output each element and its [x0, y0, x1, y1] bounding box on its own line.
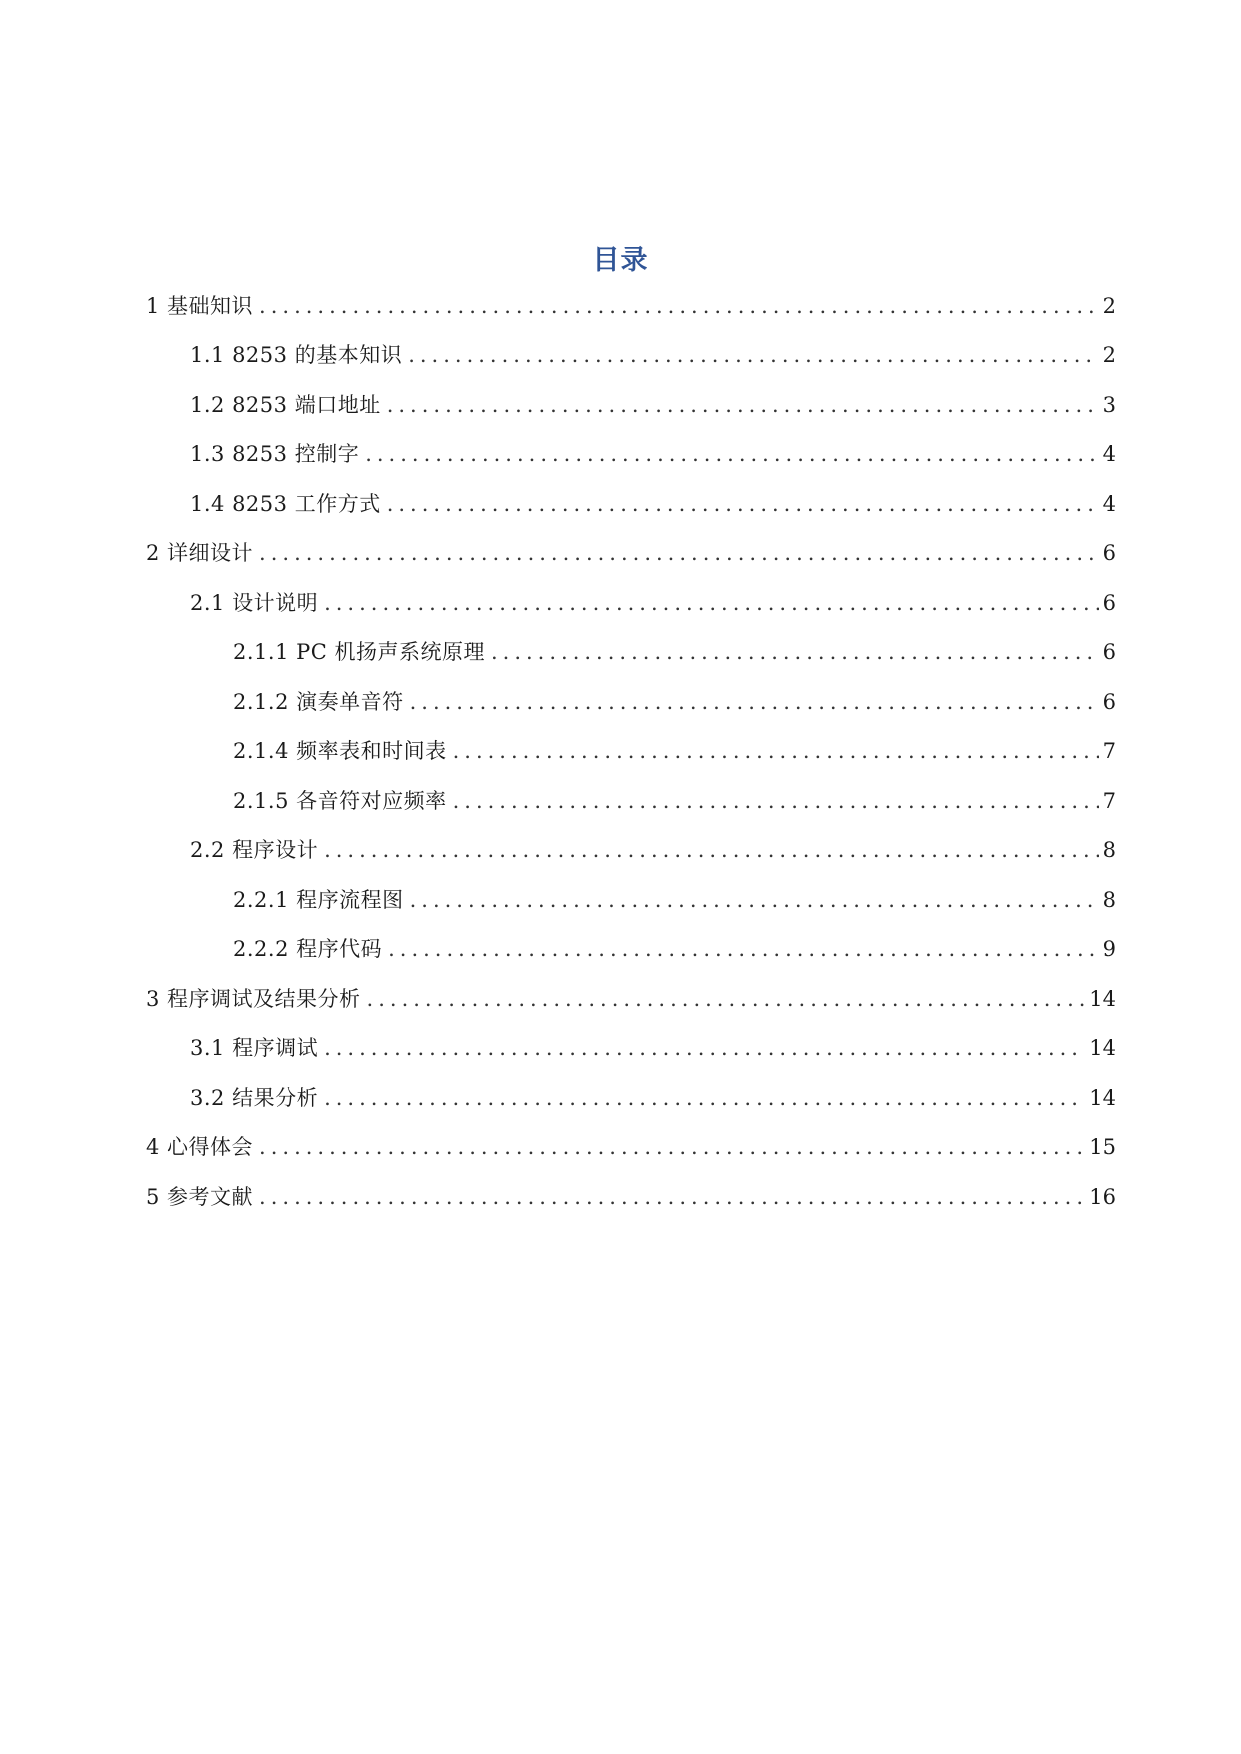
toc-page-number: 15 [1089, 1135, 1116, 1159]
toc-leader-dots [324, 1031, 1085, 1065]
toc-entry[interactable] [190, 437, 1116, 471]
toc-page-number: 4 [1102, 492, 1116, 516]
toc-entry-label: 2 详细设计 [146, 541, 254, 565]
toc-entry-label: 1.2 8253 端口地址 [190, 393, 381, 417]
toc-entry-label: 5 参考文献 [146, 1185, 254, 1209]
toc-entry[interactable] [146, 1180, 1116, 1214]
toc-page-number: 8 [1102, 888, 1116, 912]
toc-page-number: 7 [1102, 739, 1116, 763]
toc-page-number: 6 [1102, 591, 1116, 615]
toc-leader-dots [367, 982, 1086, 1016]
toc-entry-label: 2.2.2 程序代码 [233, 937, 383, 961]
toc-title: 目录 [592, 245, 649, 276]
toc-entry[interactable] [190, 338, 1116, 372]
toc-entry-label: 1.3 8253 控制字 [190, 442, 360, 466]
toc-entry[interactable] [233, 784, 1116, 818]
toc-leader-dots [324, 586, 1099, 620]
toc-leader-dots [324, 833, 1099, 867]
toc-entry[interactable] [190, 388, 1116, 422]
toc-leader-dots [365, 437, 1098, 471]
toc-entry-label: 2.1.2 演奏单音符 [233, 690, 404, 714]
toc-leader-dots [387, 388, 1099, 422]
toc-entry-label: 2.1.1 PC 机扬声系统原理 [233, 640, 485, 664]
toc-page-number: 7 [1102, 789, 1116, 813]
toc-entry-label: 3.1 程序调试 [190, 1036, 319, 1060]
toc-leader-dots [453, 784, 1099, 818]
toc-entry[interactable] [190, 586, 1116, 620]
toc-page-number: 6 [1102, 640, 1116, 664]
toc-leader-dots [259, 289, 1099, 323]
toc-leader-dots [408, 338, 1098, 372]
toc-entry[interactable] [146, 1130, 1116, 1164]
toc-entry-label: 2.2 程序设计 [190, 838, 319, 862]
toc-entry-label: 2.2.1 程序流程图 [233, 888, 404, 912]
toc-leader-dots [387, 487, 1099, 521]
toc-page-number: 8 [1102, 838, 1116, 862]
toc-entry[interactable] [233, 734, 1116, 768]
toc-entry[interactable] [233, 635, 1116, 669]
toc-page-number: 6 [1102, 690, 1116, 714]
toc-entry[interactable] [146, 536, 1116, 570]
toc-page-number: 16 [1089, 1185, 1116, 1209]
toc-entry-label: 2.1.5 各音符对应频率 [233, 789, 447, 813]
toc-entry[interactable] [233, 685, 1116, 719]
toc-entry[interactable] [190, 1031, 1116, 1065]
toc-entry-label: 1 基础知识 [146, 294, 254, 318]
toc-entry-label: 2.1 设计说明 [190, 591, 319, 615]
toc-page-number: 14 [1089, 987, 1116, 1011]
toc-entry-label: 1.4 8253 工作方式 [190, 492, 381, 516]
toc-entry-label: 1.1 8253 的基本知识 [190, 343, 403, 367]
toc-entry[interactable] [190, 1081, 1116, 1115]
toc-entry[interactable] [233, 883, 1116, 917]
toc-page-number: 14 [1089, 1036, 1116, 1060]
toc-entry[interactable] [146, 289, 1116, 323]
toc-leader-dots [453, 734, 1099, 768]
toc-page-number: 3 [1102, 393, 1116, 417]
toc-page-number: 6 [1102, 541, 1116, 565]
toc-leader-dots [410, 883, 1099, 917]
toc-entry[interactable] [190, 833, 1116, 867]
toc-page-number: 2 [1102, 343, 1116, 367]
toc-leader-dots [410, 685, 1099, 719]
toc-entry-label: 3 程序调试及结果分析 [146, 987, 361, 1011]
toc-entry-label: 4 心得体会 [146, 1135, 254, 1159]
toc-entry[interactable] [190, 487, 1116, 521]
toc-leader-dots [259, 1180, 1085, 1214]
toc-leader-dots [324, 1081, 1085, 1115]
toc-page-number: 9 [1102, 937, 1116, 961]
toc-entry[interactable] [233, 932, 1116, 966]
toc-leader-dots [259, 536, 1099, 570]
toc-entry-label: 3.2 结果分析 [190, 1086, 319, 1110]
toc-page-number: 4 [1102, 442, 1116, 466]
toc-page-number: 14 [1089, 1086, 1116, 1110]
toc-leader-dots [259, 1130, 1085, 1164]
toc-entry-label: 2.1.4 频率表和时间表 [233, 739, 447, 763]
toc-page-number: 2 [1102, 294, 1116, 318]
toc-entry[interactable] [146, 982, 1116, 1016]
toc-leader-dots [491, 635, 1099, 669]
toc-leader-dots [388, 932, 1099, 966]
